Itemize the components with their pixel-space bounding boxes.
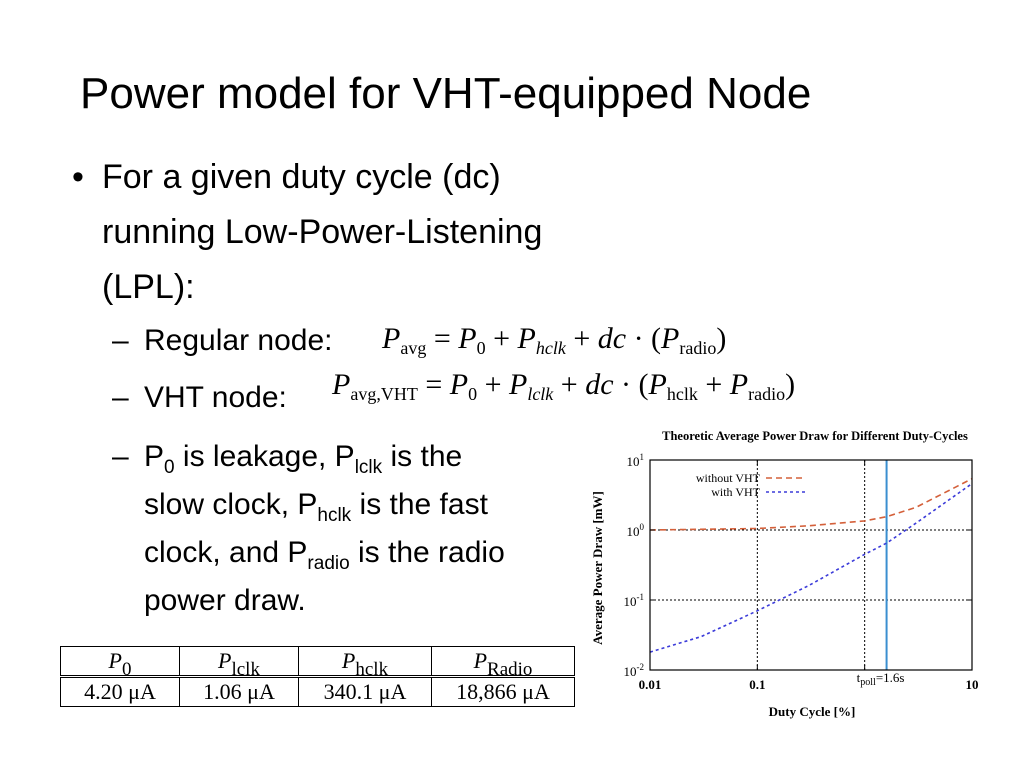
power-parameter-table — [60, 646, 575, 707]
power-draw-chart — [580, 420, 1000, 725]
table-cell: 4.20 μA — [61, 677, 180, 707]
table-header-cell: $P_{hclk}$ — [299, 647, 432, 677]
chart-series-group — [650, 460, 972, 670]
slide-title: Power model for VHT-equipped Node — [80, 69, 812, 118]
dash-icon: – — [112, 440, 129, 473]
series-line-with-vht — [650, 484, 972, 652]
chart-grid — [650, 460, 972, 670]
chart-legend — [696, 471, 806, 499]
table-header-row — [61, 647, 575, 677]
poll-marker-label: $t_{poll}=1.6s$ — [856, 670, 905, 688]
formula-regular: $P_{avg} = P_0 + P_{hclk}$ + dc · $(P_{radio})$ — [382, 322, 727, 358]
sub-bullet-regular — [112, 317, 332, 365]
dash-icon: – — [112, 324, 129, 357]
chart-tick-labels — [624, 452, 979, 692]
sub-bullet-vht — [112, 374, 287, 422]
table-header-cell: $P_{Radio}$ — [432, 647, 575, 677]
formula-vht: $P_{avg,VHT} = P_0 + P_{lclk}$ + dc · $(P_{hclk} + P_{radio})$ — [332, 368, 796, 404]
vht-node-label: VHT node: — [144, 381, 287, 414]
bullet-text: For a given duty cycle (dc) running Low-Power-Listening (LPL): — [102, 158, 543, 306]
table-row — [61, 677, 575, 707]
x-tick-label: 0.1 — [749, 677, 766, 692]
x-tick-label: 0.01 — [638, 677, 662, 692]
table-cell: 18,866 μA — [432, 677, 575, 707]
legend-label: with VHT — [711, 485, 760, 499]
y-tick-label: $10^{-1}$ — [623, 592, 644, 609]
y-tick-label: $10^0$ — [626, 522, 644, 539]
chart-y-axis-label: Average Power Draw [mW] — [590, 491, 605, 645]
table-header-cell: $P_0$ — [61, 647, 180, 677]
y-tick-label: $10^1$ — [626, 452, 644, 469]
y-tick-label: $10^{-2}$ — [623, 662, 644, 679]
regular-node-label: Regular node: — [144, 324, 333, 357]
table-cell: 340.1 μA — [299, 677, 432, 707]
x-tick-label: 10 — [965, 677, 979, 692]
table-cell: 1.06 μA — [180, 677, 299, 707]
plot-frame — [650, 460, 972, 670]
table-header-cell: $P_{lclk}$ — [180, 647, 299, 677]
bullet-dot-icon: • — [72, 158, 84, 196]
chart-title: Theoretic Average Power Draw for Different Duty-Cycles — [662, 429, 968, 443]
dash-icon: – — [112, 381, 129, 414]
chart-x-axis-label: Duty Cycle [%] — [768, 704, 856, 719]
definitions-text: $P_0$ is leakage, $P_{lclk}$ is the slow clock, $P_{hclk}$ is the fast clock, and $P_{radio}$ is the radio power draw. — [144, 440, 505, 617]
legend-label: without VHT — [695, 471, 760, 485]
series-line-without-vht — [650, 479, 972, 530]
